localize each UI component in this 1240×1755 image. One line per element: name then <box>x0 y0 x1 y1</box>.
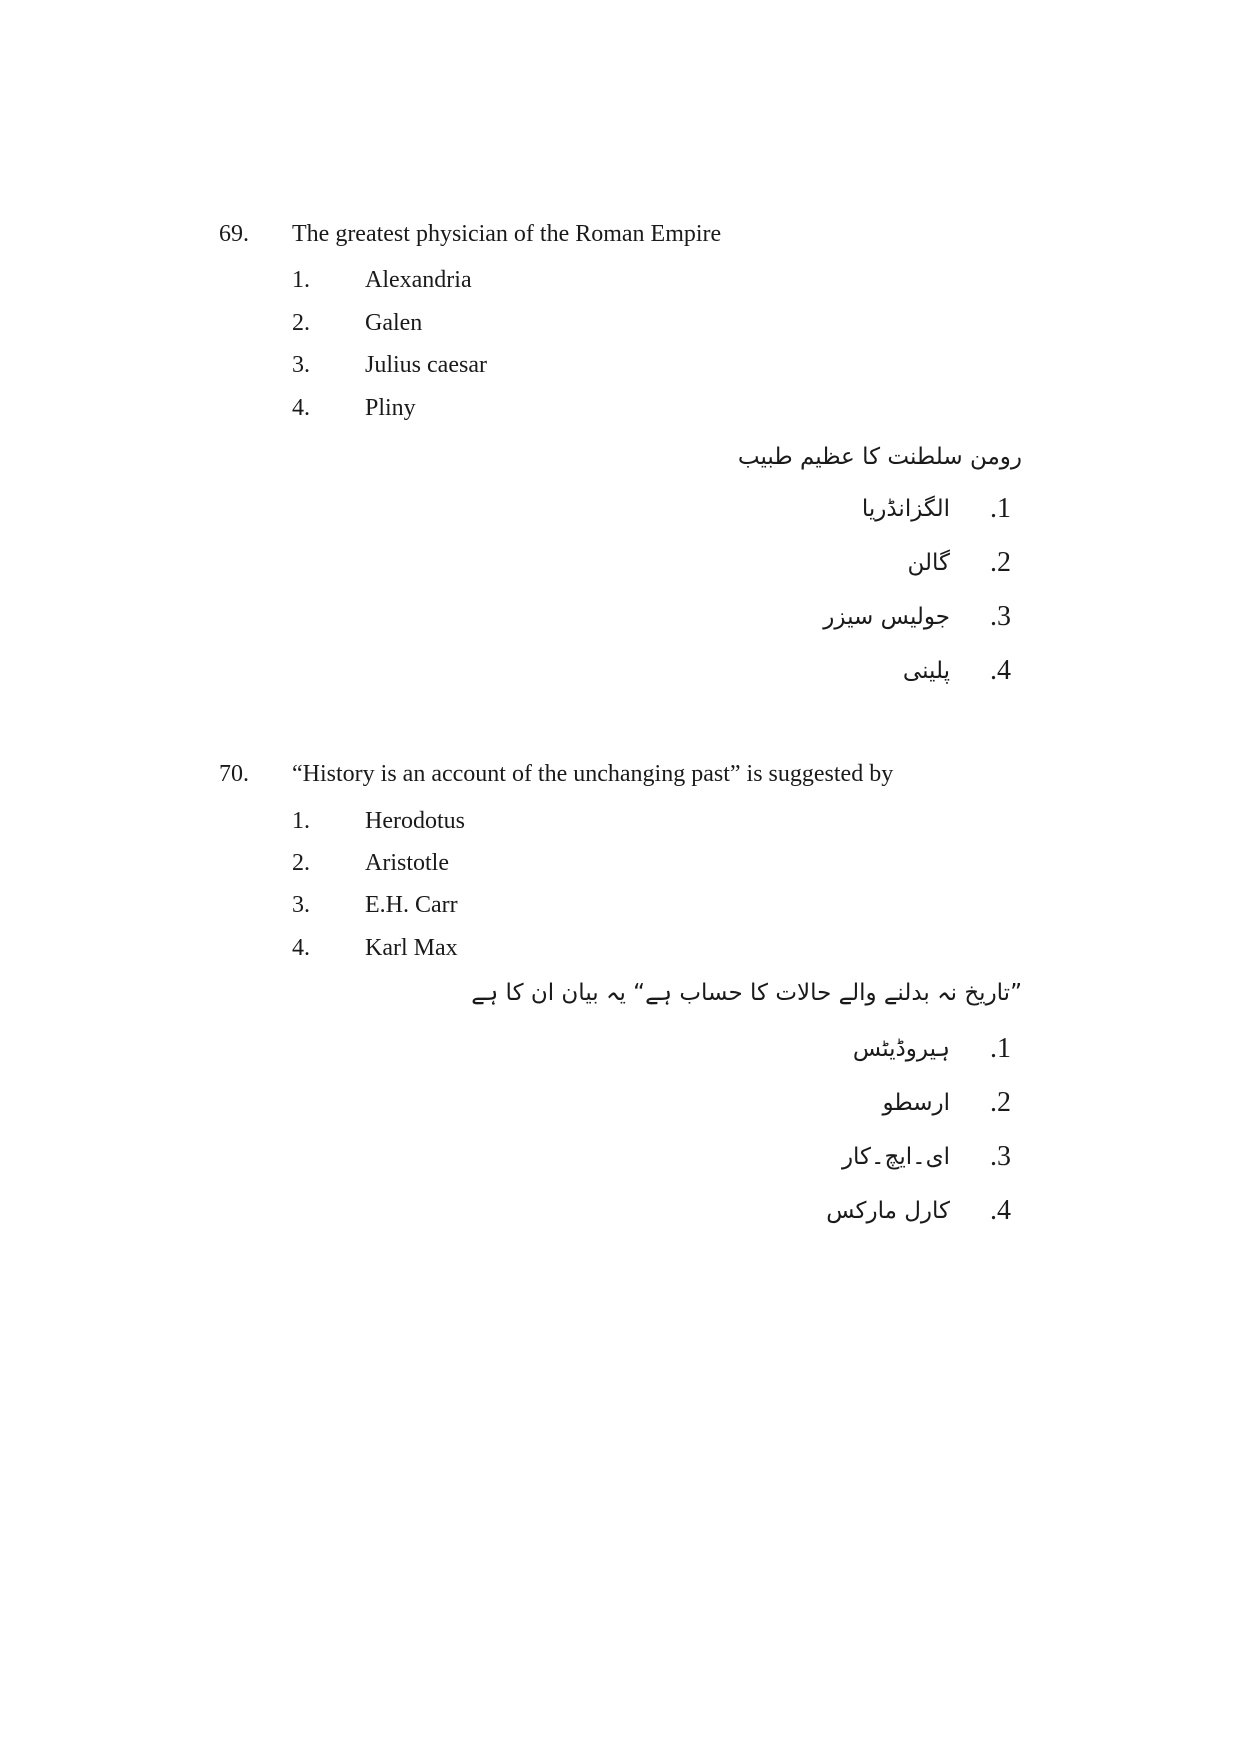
question-number: 70. <box>219 761 249 787</box>
option-2 <box>0 309 1240 339</box>
urdu-option-number: .4 <box>990 1195 1011 1226</box>
urdu-option-text: الگزانڈریا <box>861 496 950 522</box>
urdu-option-2 <box>0 545 1240 585</box>
urdu-option-text: ارسطو <box>882 1090 950 1116</box>
option-4 <box>0 934 1240 964</box>
option-3 <box>0 351 1240 381</box>
option-text: E.H. Carr <box>365 892 458 918</box>
option-2 <box>0 849 1240 879</box>
urdu-option-number: .3 <box>990 1141 1011 1172</box>
urdu-option-4 <box>0 1193 1240 1233</box>
option-number: 1. <box>292 808 310 834</box>
option-1 <box>0 266 1240 296</box>
option-text: Alexandria <box>365 267 472 293</box>
question-text: The greatest physician of the Roman Empire <box>292 221 722 247</box>
option-text: Karl Max <box>365 935 458 961</box>
option-1 <box>0 807 1240 837</box>
urdu-option-text: ای۔ایچ۔کار <box>841 1144 950 1170</box>
option-number: 2. <box>292 310 310 336</box>
urdu-option-4 <box>0 653 1240 693</box>
urdu-option-2 <box>0 1085 1240 1125</box>
option-text: Julius caesar <box>365 352 487 378</box>
option-number: 3. <box>292 352 310 378</box>
urdu-option-text: کارل مارکس <box>826 1198 950 1224</box>
option-4 <box>0 394 1240 424</box>
urdu-option-text: جولیس سیزر <box>823 604 950 630</box>
urdu-option-number: .3 <box>990 601 1011 632</box>
urdu-option-3 <box>0 599 1240 639</box>
option-number: 4. <box>292 935 310 961</box>
option-text: Pliny <box>365 395 416 421</box>
urdu-option-number: .2 <box>990 1087 1011 1118</box>
urdu-option-text: گالن <box>907 550 950 576</box>
urdu-question-text: رومن سلطنت کا عظیم طبیب <box>737 444 1022 470</box>
urdu-option-number: .2 <box>990 547 1011 578</box>
urdu-option-number: .1 <box>990 493 1011 524</box>
urdu-question-text: ”تاریخ نہ بدلنے والے حالات کا حساب ہے“ یہ بیان ان کا ہے <box>471 980 1022 1006</box>
option-text: Galen <box>365 310 423 336</box>
option-number: 2. <box>292 850 310 876</box>
option-number: 4. <box>292 395 310 421</box>
urdu-option-1 <box>0 1031 1240 1071</box>
urdu-option-number: .1 <box>990 1033 1011 1064</box>
question-text: “History is an account of the unchanging past” is suggested by <box>292 761 894 787</box>
urdu-option-3 <box>0 1139 1240 1179</box>
option-number: 3. <box>292 892 310 918</box>
urdu-option-number: .4 <box>990 655 1011 686</box>
option-text: Aristotle <box>365 850 449 876</box>
urdu-option-text: ہیروڈیٹس <box>852 1036 950 1062</box>
option-number: 1. <box>292 267 310 293</box>
question-number: 69. <box>219 221 249 247</box>
urdu-option-1 <box>0 491 1240 531</box>
option-text: Herodotus <box>365 808 465 834</box>
urdu-option-text: پلینی <box>902 658 950 684</box>
option-3 <box>0 891 1240 921</box>
